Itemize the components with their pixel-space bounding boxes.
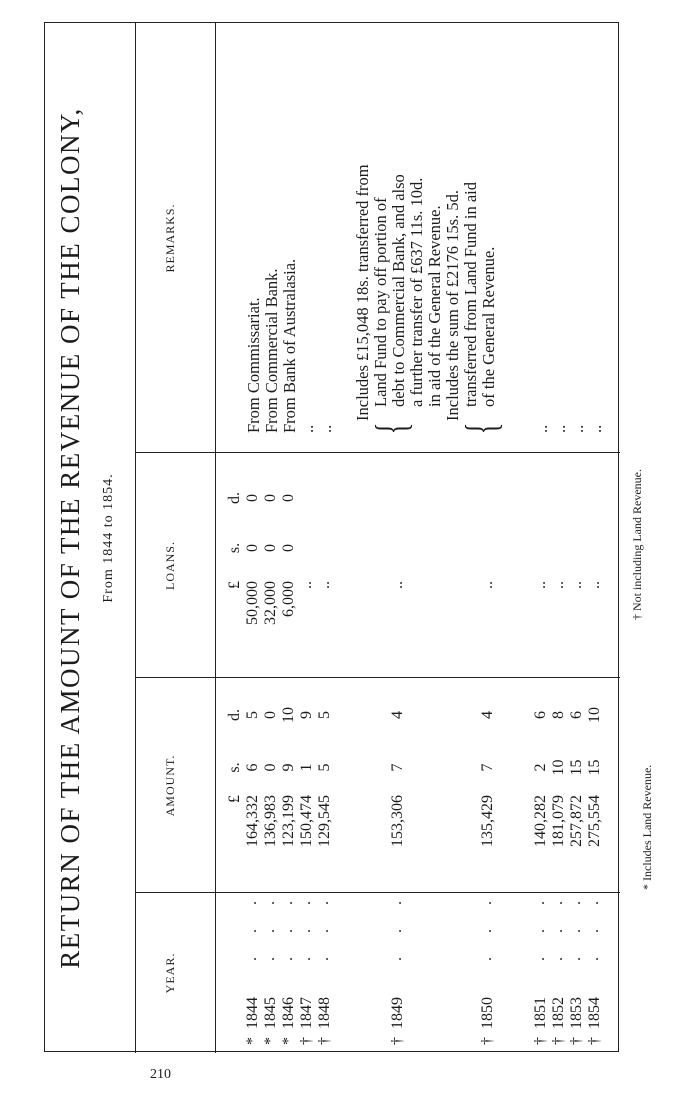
- amount-unit-pounds: £: [226, 795, 243, 803]
- amount-pence: 0: [262, 711, 279, 719]
- loan-pounds: 32,000: [262, 581, 279, 625]
- amount-shillings: 2: [532, 763, 549, 772]
- row-leader-dots: . . .: [261, 891, 278, 961]
- amount-pounds: 275,554: [586, 795, 603, 847]
- row-year: 1852: [550, 997, 567, 1029]
- amount-pounds: 136,983: [262, 795, 279, 847]
- row-leader-dots: . . .: [478, 891, 495, 961]
- loans-unit-shillings: s.: [226, 542, 243, 554]
- rotated-table-body: [45, 23, 620, 1053]
- row-year: 1849: [389, 997, 406, 1029]
- amount-pence: 6: [532, 711, 549, 719]
- table-subtitle: From 1844 to 1854.: [101, 473, 116, 603]
- remark-line: in aid of the General Revenue.: [425, 205, 444, 407]
- loan-pounds: 50,000: [244, 581, 261, 625]
- amount-shillings: 0: [262, 763, 279, 772]
- amount-pence: 5: [316, 711, 333, 719]
- amount-pence: 4: [479, 711, 496, 719]
- remark-line: debt to Commercial Bank, and also: [389, 174, 408, 407]
- remark-line: Includes £15,048 18s. transferred from: [353, 164, 372, 421]
- amount-pence: 6: [568, 711, 585, 719]
- amount-pence: 10: [586, 707, 603, 723]
- footnote-star: * Includes Land Revenue.: [640, 764, 654, 890]
- row-leader-dots: . . .: [549, 891, 566, 961]
- revenue-table: [44, 22, 619, 1052]
- row-remark: From Commercial Bank.: [262, 268, 281, 433]
- loan-shillings: 0: [244, 544, 261, 552]
- amount-shillings: 7: [389, 763, 406, 772]
- loan-pounds: ..: [479, 581, 496, 589]
- row-mark: *: [262, 1037, 279, 1045]
- divider-loans-remarks: [135, 452, 620, 453]
- row-remark: From Bank of Australasia.: [280, 258, 299, 433]
- row-leader-dots: . . .: [315, 891, 332, 961]
- row-remark: ..: [316, 424, 335, 433]
- footnote-star-area: [640, 690, 660, 1030]
- loan-pence: 0: [280, 494, 297, 502]
- row-leader-dots: . . .: [297, 891, 314, 961]
- loan-pence: 0: [262, 494, 279, 502]
- row-mark: *: [244, 1037, 261, 1045]
- row-leader-dots: . . .: [279, 891, 296, 961]
- row-mark: †: [586, 1037, 603, 1045]
- loan-pounds: ..: [532, 581, 549, 589]
- row-year: 1844: [244, 997, 261, 1029]
- amount-unit-shillings: s.: [226, 762, 243, 773]
- loan-shillings: 0: [262, 544, 279, 552]
- loans-unit-pounds: £: [226, 581, 243, 589]
- amount-shillings: 15: [586, 759, 603, 776]
- amount-pounds: 135,429: [479, 795, 496, 847]
- amount-shillings: 10: [550, 759, 567, 776]
- amount-pounds: 123,199: [280, 795, 297, 847]
- row-remark: ..: [568, 424, 587, 433]
- amount-pounds: 257,872: [568, 795, 585, 847]
- amount-pounds: 150,474: [298, 795, 315, 847]
- table-title: RETURN OF THE AMOUNT OF THE REVENUE OF THE COLONY,: [55, 107, 85, 969]
- amount-pence: 9: [298, 711, 315, 719]
- header-loans: LOANS.: [163, 541, 177, 591]
- row-mark: †: [568, 1037, 585, 1045]
- loans-unit-pence: d.: [226, 492, 243, 504]
- row-remark: ..: [532, 424, 551, 433]
- header-amount: AMOUNT.: [163, 754, 177, 817]
- row-year: 1854: [586, 997, 603, 1029]
- row-mark: †: [479, 1037, 496, 1045]
- loan-pounds: ..: [586, 581, 603, 589]
- row-leader-dots: . . .: [585, 891, 602, 961]
- row-leader-dots: . . .: [567, 891, 584, 961]
- loan-pence: 0: [244, 494, 261, 502]
- remark-line: Land Fund to pay off portion of: [371, 197, 390, 407]
- row-mark: *: [280, 1037, 297, 1045]
- amount-pence: 4: [389, 711, 406, 719]
- loan-pounds: ..: [550, 581, 567, 589]
- row-remark: From Commissariat.: [244, 297, 263, 433]
- row-leader-dots: . . .: [243, 891, 260, 961]
- remark-line: Includes the sum of £2176 15s. 5d.: [443, 190, 462, 421]
- loan-pounds: ..: [298, 581, 315, 589]
- row-leader-dots: . . .: [388, 891, 405, 961]
- amount-shillings: 6: [244, 763, 261, 772]
- amount-pence: 5: [244, 711, 261, 719]
- remark-brace: {: [457, 422, 506, 435]
- remark-brace: {: [367, 422, 416, 435]
- amount-shillings: 1: [298, 763, 315, 772]
- amount-pence: 8: [550, 711, 567, 719]
- header-remarks: REMARKS.: [163, 203, 177, 273]
- loan-pounds: ..: [568, 581, 585, 589]
- row-remark: ..: [586, 424, 605, 433]
- loan-pounds: ..: [389, 581, 406, 589]
- row-mark: †: [550, 1037, 567, 1045]
- page-number: 210: [150, 1067, 171, 1082]
- row-year: 1846: [280, 997, 297, 1029]
- row-mark: †: [389, 1037, 406, 1045]
- row-year: 1853: [568, 997, 585, 1029]
- header-rule: [215, 23, 216, 1053]
- amount-pence: 10: [280, 707, 297, 723]
- row-remark: ..: [298, 424, 317, 433]
- amount-pounds: 140,282: [532, 795, 549, 847]
- amount-pounds: 129,545: [316, 795, 333, 847]
- row-year: 1850: [479, 997, 496, 1029]
- remark-line: a further transfer of £637 11s. 10d.: [407, 177, 426, 407]
- row-year: 1848: [316, 997, 333, 1029]
- remark-line: transferred from Land Fund in aid: [461, 182, 480, 407]
- footnote-dagger: † Not including Land Revenue.: [630, 469, 644, 620]
- row-mark: †: [316, 1037, 333, 1045]
- remark-line: of the General Revenue.: [479, 246, 498, 407]
- amount-pounds: 181,079: [550, 795, 567, 847]
- amount-pounds: 153,306: [389, 795, 406, 847]
- title-area: [45, 23, 136, 1053]
- divider-amount-loans: [135, 677, 620, 678]
- amount-shillings: 15: [568, 759, 585, 776]
- amount-unit-pence: d.: [226, 709, 243, 721]
- loan-shillings: 0: [280, 544, 297, 552]
- loan-pounds: ..: [316, 581, 333, 589]
- amount-pounds: 164,332: [244, 795, 261, 847]
- row-mark: †: [298, 1037, 315, 1045]
- row-year: 1845: [262, 997, 279, 1029]
- loan-pounds: 6,000: [280, 581, 297, 617]
- row-year: 1847: [298, 997, 315, 1029]
- amount-shillings: 5: [316, 763, 333, 772]
- footnote-dagger-area: [630, 200, 650, 640]
- row-mark: †: [532, 1037, 549, 1045]
- amount-shillings: 7: [479, 763, 496, 772]
- row-leader-dots: . . .: [531, 891, 548, 961]
- row-remark: ..: [550, 424, 569, 433]
- amount-shillings: 9: [280, 763, 297, 772]
- header-year: YEAR.: [163, 952, 177, 994]
- row-year: 1851: [532, 997, 549, 1029]
